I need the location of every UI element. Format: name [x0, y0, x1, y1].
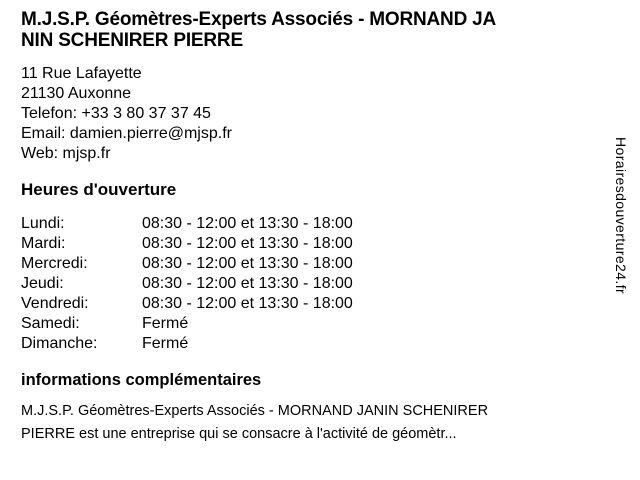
address-city: 21130 Auxonne [21, 85, 132, 102]
hours-row-dimanche [21, 334, 541, 354]
web-label: Web: [21, 145, 59, 162]
day-hours: Fermé [142, 335, 189, 352]
hours-table [21, 214, 541, 354]
page-title-line-2: NIN SCHENIRER PIERRE [21, 30, 243, 51]
hours-heading: Heures d'ouverture [21, 180, 177, 199]
day-label: Vendredi: [21, 295, 89, 312]
day-label: Samedi: [21, 315, 80, 332]
info-text: M.J.S.P. Géomètres-Experts Associés - MORNAND JANIN SCHENIRER PIERRE est une entreprise qui se consacre à l'activité de géomètr... [21, 403, 489, 442]
hours-row-jeudi [21, 274, 541, 294]
watermark-link[interactable]: Horairesdouverture24.fr [613, 137, 629, 295]
email-value: damien.pierre@mjsp.fr [69, 125, 232, 142]
contact-block [21, 64, 232, 164]
email-line [21, 124, 232, 144]
day-hours: 08:30 - 12:00 et 13:30 - 18:00 [142, 295, 353, 312]
hours-row-mercredi [21, 254, 541, 274]
page-title [21, 9, 496, 51]
page-title-line-1: M.J.S.P. Géomètres-Experts Associés - MORNAND JA [21, 9, 497, 30]
phone-line [21, 104, 232, 124]
day-hours: 08:30 - 12:00 et 13:30 - 18:00 [142, 255, 353, 272]
web-value: mjsp.fr [62, 145, 111, 162]
address-street: 11 Rue Lafayette [21, 65, 142, 82]
day-hours: 08:30 - 12:00 et 13:30 - 18:00 [142, 215, 353, 232]
phone-value: +33 3 80 37 37 45 [81, 105, 211, 122]
hours-row-vendredi [21, 294, 541, 314]
day-label: Mercredi: [21, 255, 88, 272]
hours-row-mardi [21, 234, 541, 254]
day-label: Lundi: [21, 215, 65, 232]
day-label: Dimanche: [21, 335, 98, 352]
web-line [21, 144, 232, 164]
day-label: Mardi: [21, 235, 66, 252]
day-label: Jeudi: [21, 275, 64, 292]
day-hours: 08:30 - 12:00 et 13:30 - 18:00 [142, 275, 353, 292]
info-heading: informations complémentaires [21, 371, 262, 389]
day-hours: 08:30 - 12:00 et 13:30 - 18:00 [142, 235, 353, 252]
hours-row-samedi [21, 314, 541, 334]
day-hours: Fermé [142, 315, 189, 332]
hours-row-lundi [21, 214, 541, 234]
phone-label: Telefon: [21, 105, 78, 122]
email-label: Email: [21, 125, 66, 142]
